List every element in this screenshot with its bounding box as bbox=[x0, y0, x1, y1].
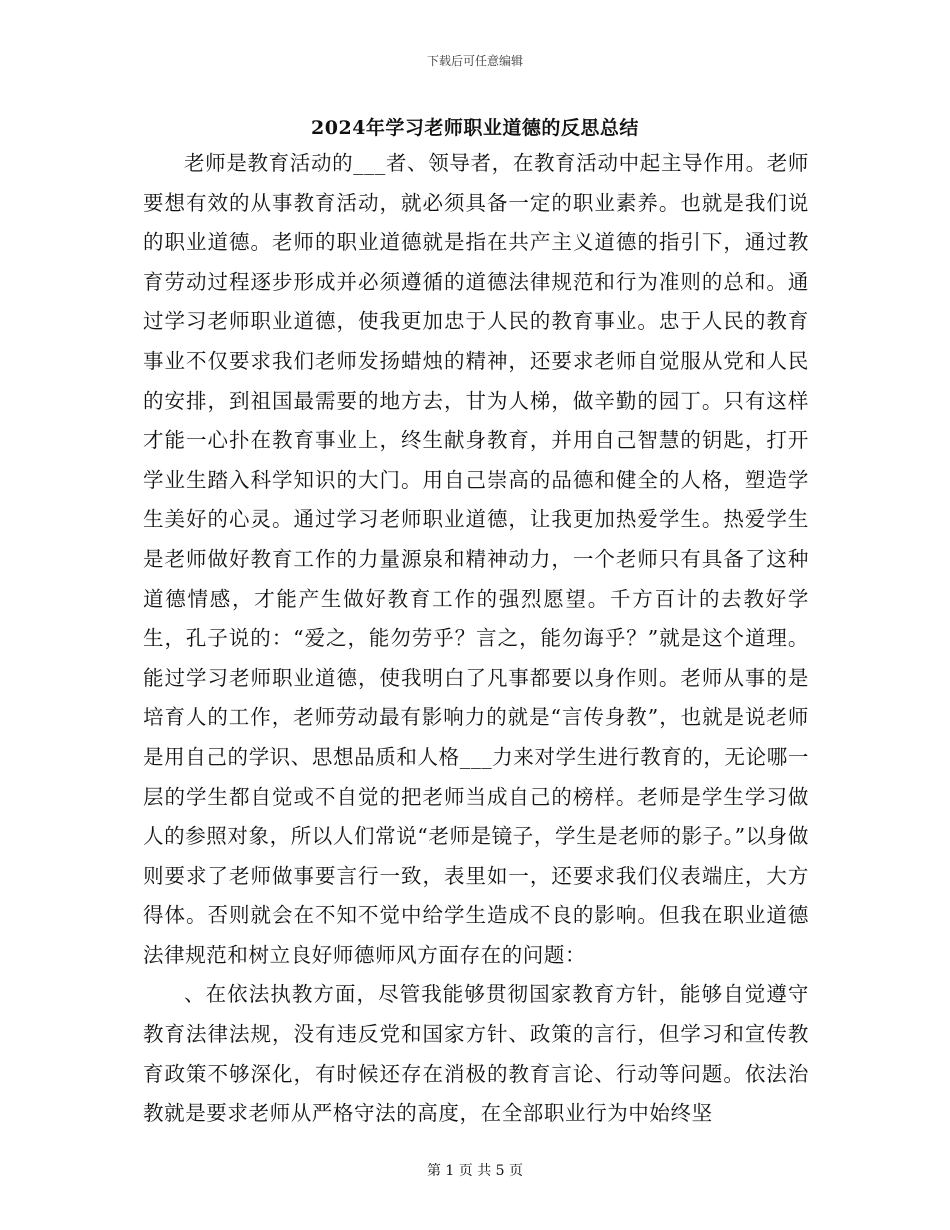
paragraph-1: 老师是教育活动的___者、领导者，在教育活动中起主导作用。老师要想有效的从事教育活动，就必须具备一定的职业素养。也就是我们说的职业道德。老师的职业道德就是指在共产主义道德的指引下，通过教育劳动过程逐步形成并必须遵循的道德法律规范和行为准则的总和。通过学习老师职业道德，使我更加忠于人民的教育事业。忠于人民的教育事业不仅要求我们老师发扬蜡烛的精神，还要求老师自觉服从党和人民的安排，到祖国最需要的地方去，甘为人梯，做辛勤的园丁。只有这样才能一心扑在教育事业上，终生献身教育，并用自己智慧的钥匙，打开学业生踏入科学知识的大门。用自己崇高的品德和健全的人格，塑造学生美好的心灵。通过学习老师职业道德，让我更加热爱学生。热爱学生是老师做好教育工作的力量源泉和精神动力，一个老师只有具备了这种道德情感，才能产生做好教育工作的强烈愿望。千方百计的去教好学生，孔子说的：“爱之，能勿劳乎？言之，能勿诲乎？”就是这个道理。能过学习老师职业道德，使我明白了凡事都要以身作则。老师从事的是培育人的工作，老师劳动最有影响力的就是“言传身教”，也就是说老师是用自己的学识、思想品质和人格___力来对学生进行教育的，无论哪一层的学生都自觉或不自觉的把老师当成自己的榜样。老师是学生学习做人的参照对象，所以人们常说“老师是镜子，学生是老师的影子。”以身做则要求了老师做事要言行一致，表里如一，还要求我们仪表端庄，大方得体。否则就会在不知不觉中给学生造成不良的影响。但我在职业道德法律规范和树立良好师德师风方面存在的问题： bbox=[143, 151, 810, 967]
page-number-footer: 第 1 页 共 5 页 bbox=[426, 1163, 524, 1179]
document-title: 2024年学习老师职业道德的反思总结 bbox=[311, 117, 639, 139]
document-body bbox=[143, 144, 809, 1134]
header-note: 下载后可任意编辑 bbox=[426, 54, 523, 68]
paragraph-2: 、在依法执教方面，尽管我能够贯彻国家教育方针，能够自觉遵守教育法律法规，没有违反党和国家方针、政策的言行，但学习和宣传教育政策不够深化，有时候还存在消极的教育言论、行动等问题。依法治教就是要求老师从严格守法的高度，在全部职业行为中始终坚 bbox=[143, 982, 809, 1126]
